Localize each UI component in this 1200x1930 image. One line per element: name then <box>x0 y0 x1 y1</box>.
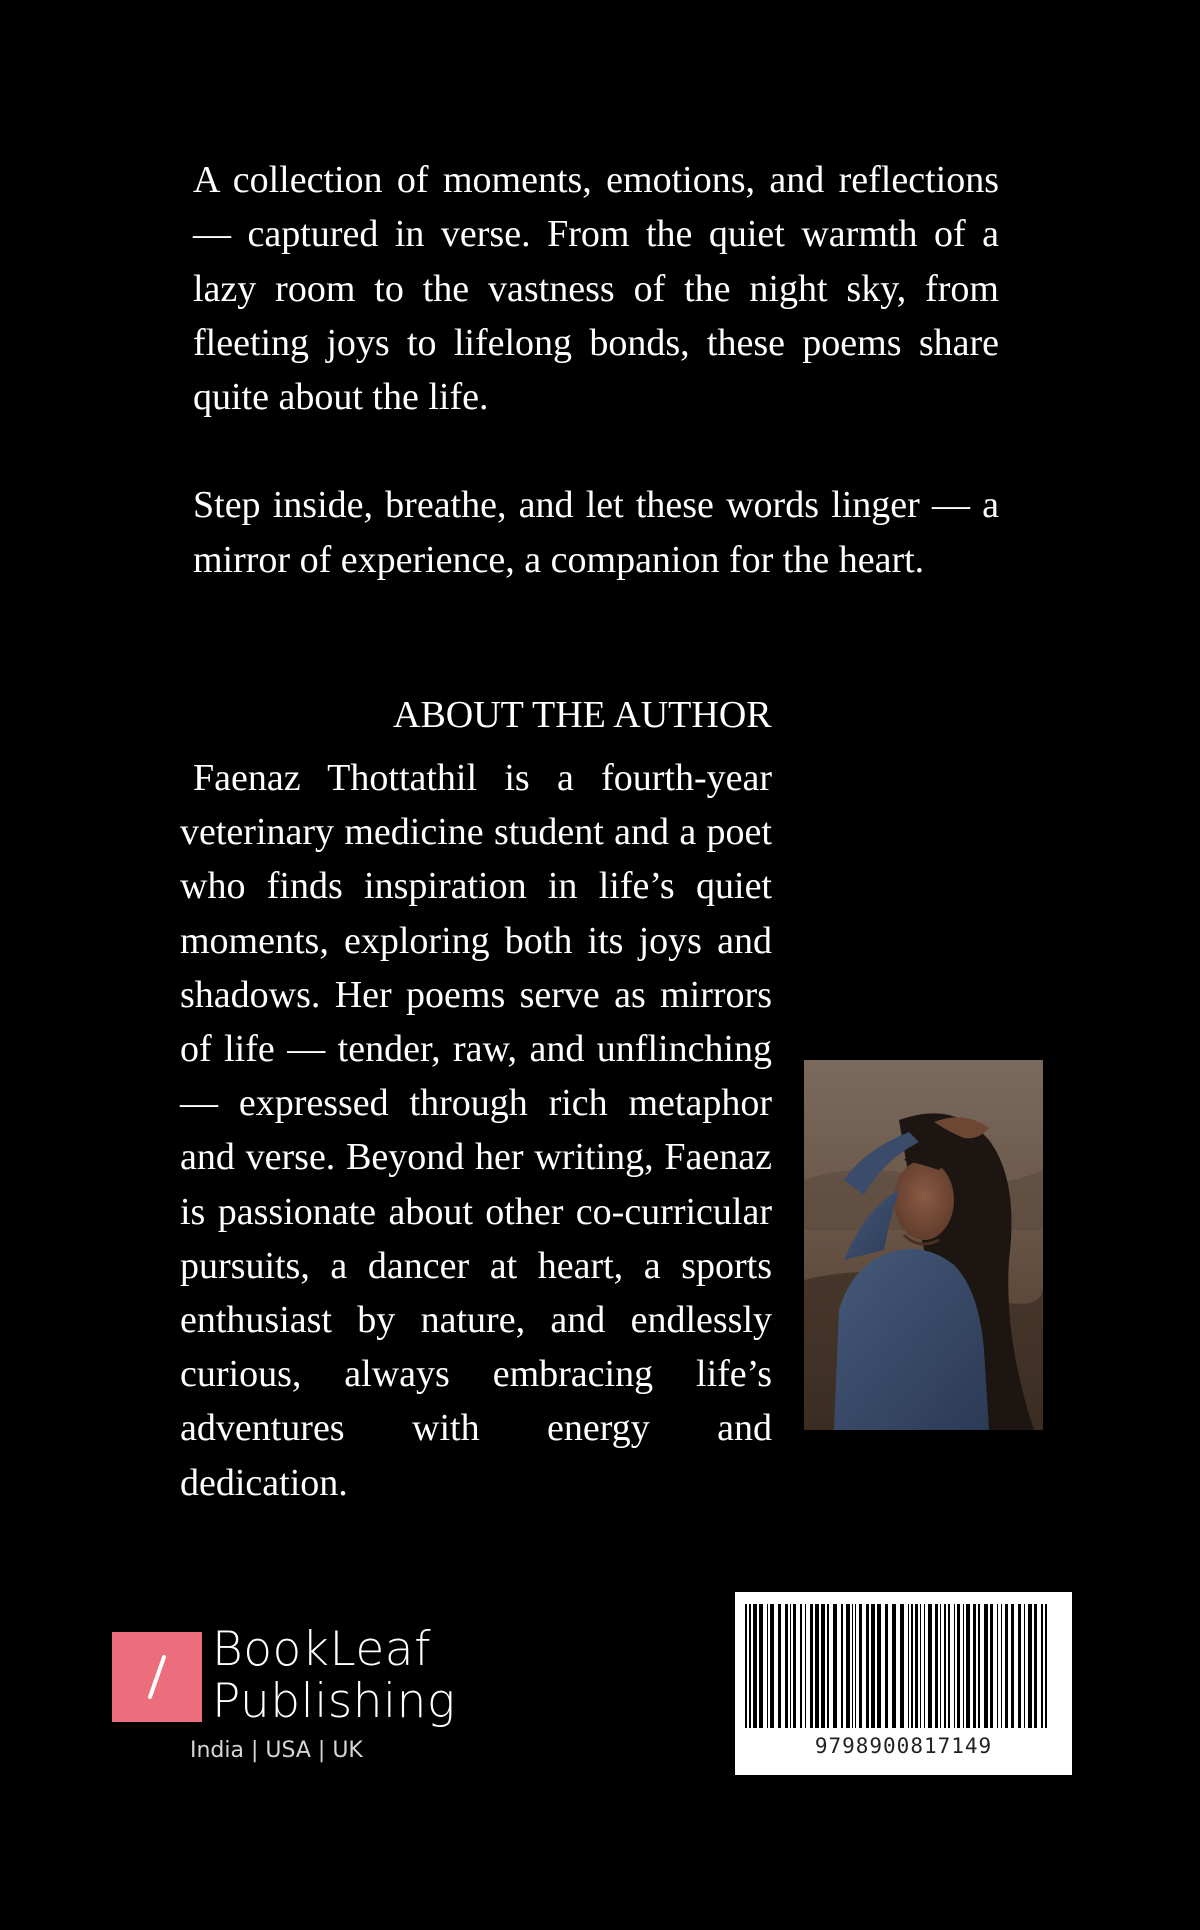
barcode-bar <box>900 1604 904 1728</box>
barcode-bar <box>990 1604 993 1728</box>
blurb-paragraph-1: A collection of moments, emotions, and reflections — captured in verse. From the quiet warmth of a lazy room to the vastness of the night sky, from fleeting joys to lifelong bonds, these poems share quite about the life. <box>193 159 999 419</box>
blurb-paragraph-2: Step inside, breathe, and let these words linger — a mirror of experience, a companion for the heart. <box>193 484 999 581</box>
barcode-bar <box>793 1604 796 1728</box>
barcode-bar <box>944 1604 946 1728</box>
barcode-bar <box>767 1604 768 1728</box>
publisher-name-line-2: Publishing <box>212 1674 456 1729</box>
barcode-bar <box>954 1604 955 1728</box>
barcode-bar <box>877 1604 881 1728</box>
barcode-bar <box>978 1604 980 1728</box>
publisher-regions: India | USA | UK <box>190 1738 363 1763</box>
barcode-bar <box>928 1604 932 1728</box>
barcode-bar <box>966 1604 970 1728</box>
barcode-bar <box>753 1604 757 1728</box>
back-cover-blurb <box>193 153 999 641</box>
barcode-bar <box>920 1604 921 1728</box>
barcode-bar <box>963 1604 964 1728</box>
barcode-bar <box>866 1604 869 1728</box>
barcode-bar <box>1011 1604 1014 1728</box>
barcode-bar <box>1024 1604 1025 1728</box>
barcode-bar <box>805 1604 806 1728</box>
barcode-bar <box>871 1604 875 1728</box>
barcode-bar <box>948 1604 950 1728</box>
author-bio: Faenaz Thottathil is a fourth-year veterinary medicine student and a poet who finds inspiration in life’s quiet moments, exploring both its joys and shadows. Her poems serve as mirrors of life — tender, raw, and unflinching — expressed through rich metaphor and verse. Beyond her writing, Faenaz is passionate about other co-curricular pursuits, a dancer at heart, a sports enthusiast by nature, and endlessly curious, always embracing life’s adventures with energy and dedication. <box>180 757 772 1504</box>
barcode-bar <box>815 1604 819 1728</box>
barcode-bar <box>984 1604 988 1728</box>
barcode-bar <box>924 1604 925 1728</box>
barcode-bar <box>885 1604 888 1728</box>
barcode-bar <box>915 1604 918 1728</box>
barcode-bar <box>1001 1604 1002 1728</box>
isbn-barcode <box>735 1592 1072 1775</box>
barcode-bar <box>1034 1604 1037 1728</box>
barcode-bar <box>855 1604 856 1728</box>
barcode-bar <box>908 1604 909 1728</box>
barcode-bar <box>810 1604 813 1728</box>
barcode-bar <box>846 1604 850 1728</box>
barcode-bar <box>1041 1604 1043 1728</box>
barcode-bar <box>911 1604 913 1728</box>
barcode-bar <box>957 1604 960 1728</box>
barcode-bar <box>859 1604 862 1728</box>
barcode-bar <box>790 1604 791 1728</box>
author-photo-image <box>804 1060 1043 1430</box>
author-photo <box>804 1060 1043 1430</box>
barcode-bar <box>833 1604 837 1728</box>
barcode-bar <box>1018 1604 1021 1728</box>
barcode-bar <box>745 1604 747 1728</box>
barcode-bar <box>785 1604 788 1728</box>
barcode-bar <box>940 1604 941 1728</box>
barcode-bar <box>852 1604 853 1728</box>
barcode-bar <box>821 1604 825 1728</box>
barcode-bar <box>800 1604 802 1728</box>
barcode-bar <box>770 1604 774 1728</box>
bookleaf-logo-icon <box>112 1632 202 1722</box>
barcode-bar <box>997 1604 998 1728</box>
barcode-bar <box>749 1604 751 1728</box>
barcode-bar <box>935 1604 938 1728</box>
barcode-bar <box>827 1604 829 1728</box>
barcode-bar <box>1028 1604 1032 1728</box>
barcode-bar <box>759 1604 763 1728</box>
barcode-bar <box>973 1604 976 1728</box>
about-author-heading: ABOUT THE AUTHOR <box>393 694 772 736</box>
barcode-bar <box>1005 1604 1008 1728</box>
barcode-bar <box>892 1604 896 1728</box>
barcode-bar <box>1045 1604 1047 1728</box>
publisher-name-line-1: BookLeaf <box>212 1622 432 1677</box>
publisher-name <box>212 1624 456 1728</box>
barcode-bar <box>841 1604 843 1728</box>
isbn-number: 9798900817149 <box>814 1734 993 1758</box>
barcode-bar <box>778 1604 781 1728</box>
